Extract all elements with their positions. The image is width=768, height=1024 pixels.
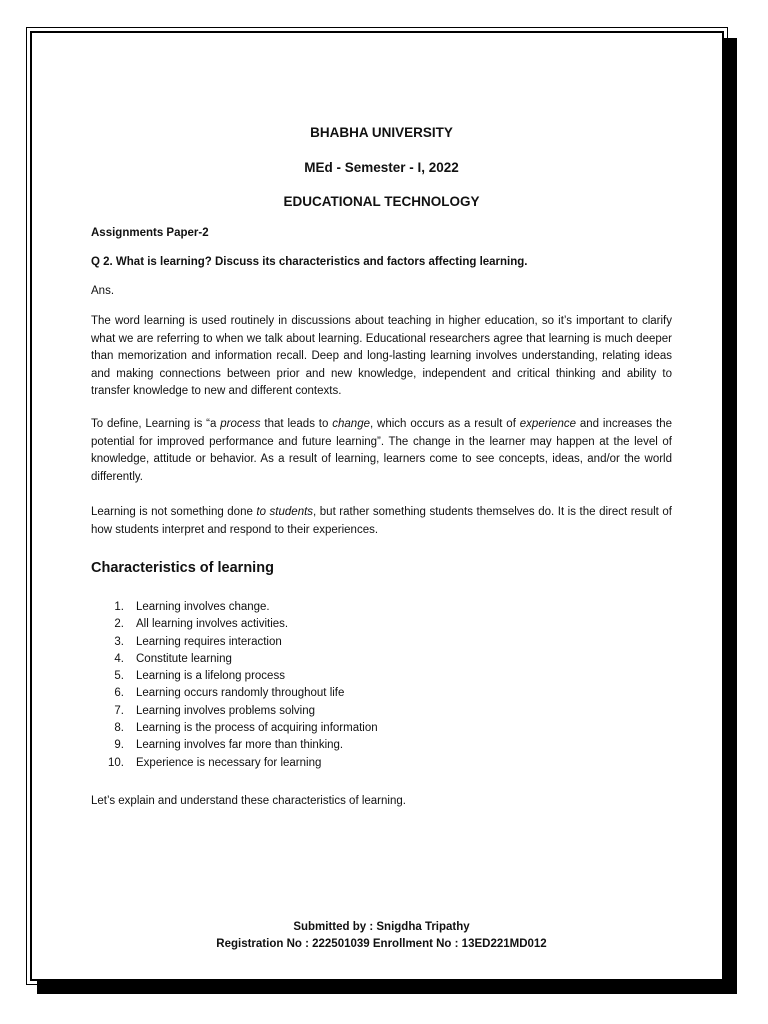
list-item: 8. Learning is the process of acquiring information	[114, 722, 378, 735]
list-item: 3. Learning requires interaction	[114, 635, 282, 648]
semester-heading: MEd - Semester - I, 2022	[304, 160, 459, 175]
paragraph-1: The word learning is used routinely in discussions about teaching in higher education, so it’s important to clarify what we are referring to when we talk about learning. Educational researchers agree that learning is much deeper than memorization and information recall. Deep and long-lasting learning involves understanding, relating ideas and making connections between prior and new knowledge, independent and critical thinking and ability to transfer knowledge to new and different contexts.	[91, 315, 672, 398]
registration-info: Registration No : 222501039 Enrollment No : 13ED221MD012	[216, 938, 547, 950]
characteristics-title: Characteristics of learning	[91, 560, 274, 576]
paragraph-3: Learning is not something done to students, but rather something students themselves do. It is the direct result of how students interpret and respond to their experiences.	[91, 506, 672, 536]
answer-label: Ans.	[91, 285, 115, 297]
list-item: 9. Learning involves far more than thinking.	[114, 739, 344, 752]
question-text: Q 2. What is learning? Discuss its characteristics and factors affecting learning.	[91, 256, 528, 268]
characteristics-list	[91, 599, 378, 772]
list-item: 1. Learning involves change.	[114, 601, 270, 613]
university-heading: BHABHA UNIVERSITY	[310, 125, 453, 140]
paragraph-2: To define, Learning is “a process that leads to change, which occurs as a result of experience and increases the potential for improved performance and future learning”. The change in the learner may happen at the level of knowledge, attitude or behavior. As a result of learning, learners come to see concepts, ideas, and/or the world differently.	[91, 418, 672, 483]
list-item: 4. Constitute learning	[114, 652, 232, 665]
list-item: 6. Learning occurs randomly throughout life	[114, 687, 345, 700]
list-item: 7. Learning involves problems solving	[114, 704, 315, 717]
list-item: 10. Experience is necessary for learning	[108, 756, 322, 769]
list-item: 2. All learning involves activities.	[114, 618, 289, 631]
list-item: 5. Learning is a lifelong process	[114, 670, 285, 683]
assignment-label: Assignments Paper-2	[91, 227, 209, 239]
outro-text: Let’s explain and understand these characteristics of learning.	[91, 795, 406, 807]
submitted-by: Submitted by : Snigdha Tripathy	[293, 921, 470, 933]
subject-heading: EDUCATIONAL TECHNOLOGY	[283, 194, 480, 209]
